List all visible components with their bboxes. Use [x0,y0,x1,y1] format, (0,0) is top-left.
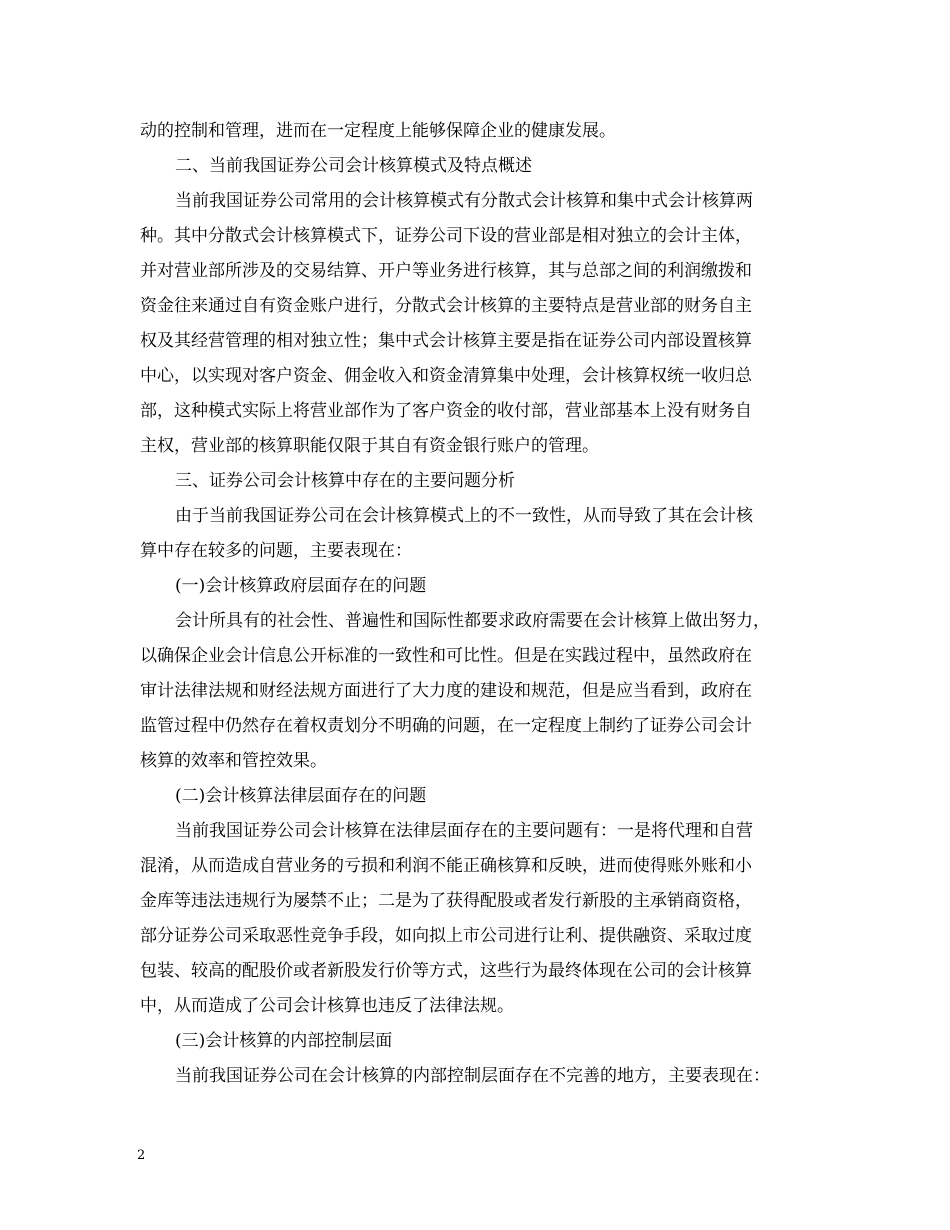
paragraph-line: 主权，营业部的核算职能仅限于其自有资金银行账户的管理。 [140,436,599,456]
paragraph-line: 以确保企业会计信息公开标准的一致性和可比性。但是在实践过程中，虽然政府在 [140,646,752,666]
paragraph-line: 中心，以实现对客户资金、佣金收入和资金清算集中处理，会计核算权统一收归总 [140,366,752,386]
section-heading: 二、当前我国证券公司会计核算模式及特点概述 [175,156,532,176]
subsection-heading: (二)会计核算法律层面存在的问题 [175,786,427,806]
subsection-heading: (三)会计核算的内部控制层面 [175,1031,393,1051]
paragraph-line: 权及其经营管理的相对独立性；集中式会计核算主要是指在证券公司内部设置核算 [140,331,752,351]
paragraph-line: 金库等违法违规行为屡禁不止；二是为了获得配股或者发行新股的主承销商资格， [140,891,752,911]
page-number: 2 [137,1148,146,1163]
paragraph-line: 核算的效率和管控效果。 [140,751,327,771]
paragraph-line: 审计法律法规和财经法规方面进行了大力度的建设和规范，但是应当看到，政府在 [140,681,752,701]
paragraph-line: 资金往来通过自有资金账户进行，分散式会计核算的主要特点是营业部的财务自主 [140,296,752,316]
paragraph-line: 当前我国证券公司在会计核算的内部控制层面存在不完善的地方，主要表现在： [175,1066,770,1086]
paragraph-line: 混淆，从而造成自营业务的亏损和利润不能正确核算和反映，进而使得账外账和小 [140,856,752,876]
paragraph-line: 包装、较高的配股价或者新股发行价等方式，这些行为最终体现在公司的会计核算 [140,961,752,981]
paragraph-line: 由于当前我国证券公司在会计核算模式上的不一致性，从而导致了其在会计核 [175,506,753,526]
paragraph-line: 并对营业部所涉及的交易结算、开户等业务进行核算，其与总部之间的利润缴拨和 [140,261,752,281]
subsection-heading: (一)会计核算政府层面存在的问题 [175,576,427,596]
paragraph-line: 部，这种模式实际上将营业部作为了客户资金的收付部，营业部基本上没有财务自 [140,401,752,421]
paragraph-line: 部分证券公司采取恶性竞争手段，如向拟上市公司进行让利、提供融资、采取过度 [140,926,752,946]
paragraph-line: 中，从而造成了公司会计核算也违反了法律法规。 [140,996,514,1016]
paragraph-line: 监管过程中仍然存在着权责划分不明确的问题，在一定程度上制约了证券公司会计 [140,716,752,736]
paragraph-line: 会计所具有的社会性、普遍性和国际性都要求政府需要在会计核算上做出努力， [175,611,770,631]
paragraph-line: 当前我国证券公司常用的会计核算模式有分散式会计核算和集中式会计核算两 [175,191,753,211]
paragraph-line: 当前我国证券公司会计核算在法律层面存在的主要问题有：一是将代理和自营 [175,821,753,841]
section-heading: 三、证券公司会计核算中存在的主要问题分析 [175,471,515,491]
paragraph-line: 种。其中分散式会计核算模式下，证券公司下设的营业部是相对独立的会计主体， [140,226,752,246]
paragraph-line: 动的控制和管理，进而在一定程度上能够保障企业的健康发展。 [140,121,616,141]
paragraph-line: 算中存在较多的问题，主要表现在： [140,541,412,561]
